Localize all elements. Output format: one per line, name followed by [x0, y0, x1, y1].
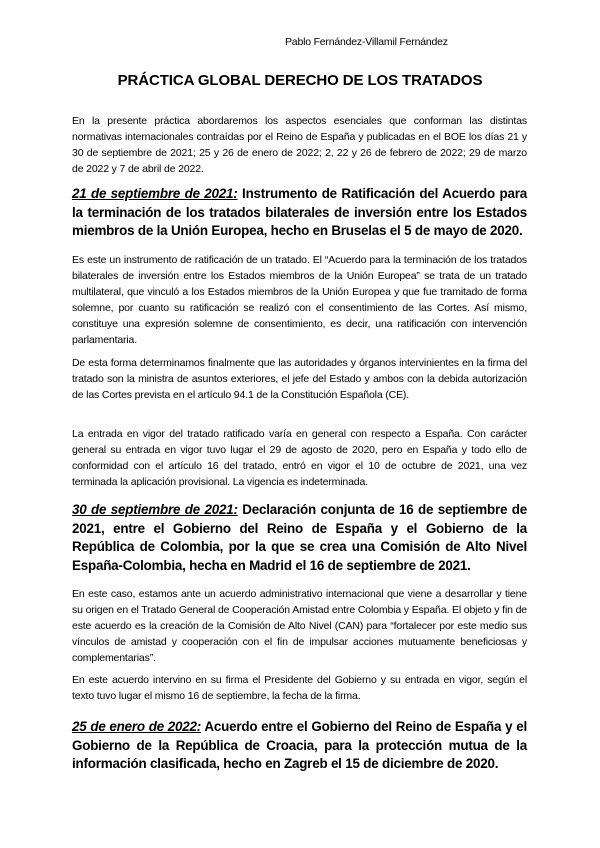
section-2-paragraph-2: En este acuerdo intervino en su firma el Presidente del Gobierno y su entrada en vigor, según el texto tuvo lugar el mismo 16 de septiembre, la fecha de la firma. [72, 674, 527, 702]
section-1-paragraph-3: La entrada en vigor del tratado ratificado varía en general con respecto a España. Con carácter general su entrada en vigor tuvo lugar el 29 de agosto de 2020, pero en España y todo ello de conformidad con el artículo 16 del tratado, entró en vigor el 10 de octubre de 2021, una vez terminada la aplicación provisional. La vigencia es indeterminada. [72, 428, 527, 488]
section-heading-3 [72, 718, 527, 774]
section-date-1: 21 de septiembre de 2021: [72, 186, 238, 201]
section-heading-2 [72, 501, 527, 575]
section-2-paragraph-1: En este caso, estamos ante un acuerdo administrativo internacional que viene a desarrollar y tiene su origen en el Tratado General de Cooperación Amistad entre Colombia y España. El objeto y fin de este acuerdo es la creación de la Comisión de Alto Nivel (CAN) para “fortalecer por este medio sus vínculos de amistad y cooperación con el fin de impulsar acciones mutuamente beneficiosas y complementarias”. [72, 588, 527, 664]
section-heading-1 [72, 185, 527, 241]
section-title-1: Instrumento de Ratificación del Acuerdo para la terminación de los tratados bilaterales de inversión entre los Estados miembros de la Unión Europea, hecho en Bruselas el 5 de mayo de 2020. [72, 186, 527, 239]
section-title-2: Declaración conjunta de 16 de septiembre de 2021, entre el Gobierno del Reino de España y el Gobierno de la República de Colombia, por la que se crea una Comisión de Alto Nivel España-Colombia, hecha en Madrid el 16 de septiembre de 2021. [72, 502, 527, 573]
section-date-3: 25 de enero de 2022: [72, 719, 202, 734]
section-1-paragraph-1: Es este un instrumento de ratificación de un tratado. El “Acuerdo para la terminación de los tratados bilaterales de inversión entre los Estados miembros de la Unión Europea” se trata de un tratado multilateral, que vinculó a los Estados miembros de la Unión Europea y que fue tramitado de forma solemne, por cuanto su ratificación se realizó con el consentimiento de las Cortes. Así mismo, constituye una expresión solemne de consentimiento, es decir, una ratificación con intervención parlamentaria. [72, 254, 527, 346]
section-1-paragraph-2: De esta forma determinamos finalmente que las autoridades y órganos intervinientes en la firma del tratado son la ministra de asuntos exteriores, el jefe del Estado y ambos con la debida autorización de las Cortes prevista en el artículo 94.1 de la Constitución Española (CE). [72, 357, 527, 401]
document-title: PRÁCTICA GLOBAL DERECHO DE LOS TRATADOS [117, 72, 483, 89]
intro-paragraph: En la presente práctica abordaremos los aspectos esenciales que conforman las distintas normativas internacionales contraídas por el Reino de España y publicadas en el BOE los días 21 y 30 de septiembre de 2021; 25 y 26 de enero de 2022; 2, 22 y 26 de febrero de 2022; 29 de marzo de 2022 y 7 de abril de 2022. [72, 115, 527, 175]
section-title-3: Acuerdo entre el Gobierno del Reino de España y el Gobierno de la República de Croacia, para la protección mutua de la información clasificada, hecho en Zagreb el 15 de diciembre de 2020. [72, 719, 527, 772]
section-date-2: 30 de septiembre de 2021: [72, 502, 238, 517]
author-name: Pablo Fernández-Villamil Fernández [285, 36, 448, 48]
